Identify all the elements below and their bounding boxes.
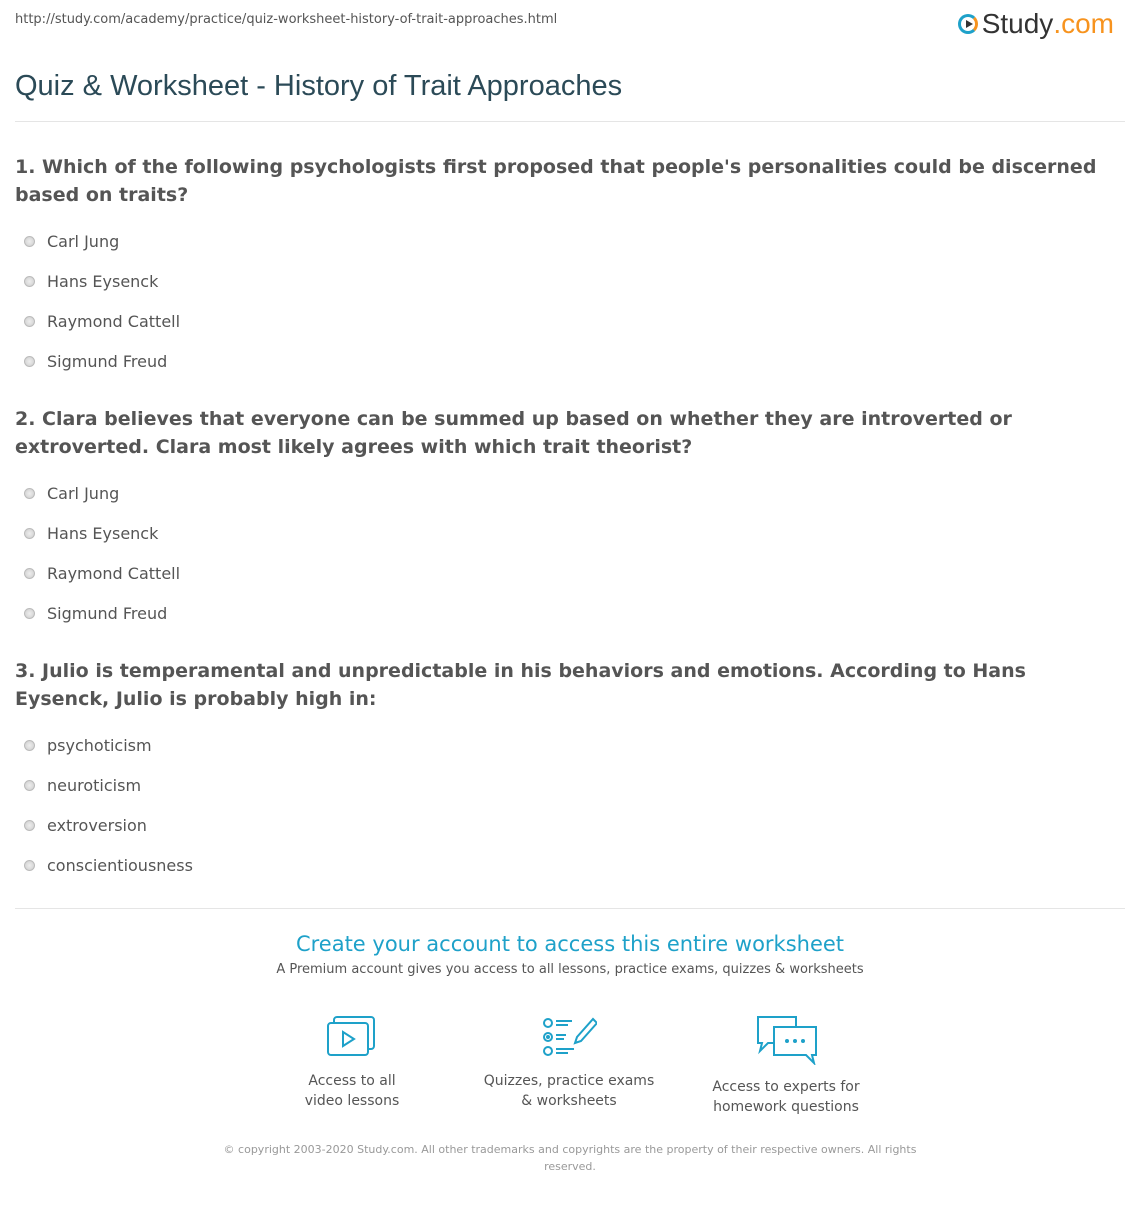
- feature-line: video lessons: [304, 1093, 400, 1109]
- radio-button[interactable]: [24, 236, 35, 247]
- radio-button[interactable]: [24, 316, 35, 327]
- radio-button[interactable]: [24, 276, 35, 287]
- quiz-icon: [541, 1015, 597, 1059]
- answer-option[interactable]: [15, 805, 1115, 845]
- answer-option[interactable]: [15, 725, 1115, 765]
- radio-button[interactable]: [24, 488, 35, 499]
- cta-sub: A Premium account gives you access to all lessons, practice exams, quizzes & worksheets: [276, 962, 864, 977]
- answer-option[interactable]: [15, 765, 1115, 805]
- feature-quiz: [469, 1015, 669, 1111]
- feature-line: & worksheets: [521, 1093, 617, 1109]
- option-label: Hans Eysenck: [47, 271, 159, 291]
- question-text: 3. Julio is temperamental and unpredictable in his behaviors and emotions. According to Hans Eysenck, Julio is probably high in:: [15, 660, 1026, 710]
- option-label: neuroticism: [47, 775, 142, 795]
- feature-line: homework questions: [713, 1099, 859, 1115]
- page-title: Quiz & Worksheet - History of Trait Approaches: [15, 70, 623, 102]
- answer-option[interactable]: [15, 221, 1115, 261]
- feature-line: Quizzes, practice exams: [483, 1073, 655, 1089]
- option-label: extroversion: [47, 815, 147, 835]
- radio-button[interactable]: [24, 568, 35, 579]
- radio-button[interactable]: [24, 528, 35, 539]
- option-label: Raymond Cattell: [47, 563, 181, 583]
- cta: [0, 932, 1140, 983]
- radio-button[interactable]: [24, 820, 35, 831]
- page-url: http://study.com/academy/practice/quiz-worksheet-history-of-trait-approaches.html: [15, 12, 558, 27]
- answer-option[interactable]: [15, 553, 1115, 593]
- feature-video: [252, 1015, 452, 1111]
- answer-option[interactable]: [15, 341, 1115, 381]
- option-label: psychoticism: [47, 735, 152, 755]
- radio-button[interactable]: [24, 608, 35, 619]
- option-label: Hans Eysenck: [47, 523, 159, 543]
- question-text: 1. Which of the following psychologists first proposed that people's personalities could be discerned based on traits?: [15, 156, 1097, 206]
- answer-option[interactable]: [15, 513, 1115, 553]
- feature-experts: [686, 1015, 886, 1117]
- option-label: Sigmund Freud: [47, 351, 168, 371]
- question: [15, 153, 1115, 381]
- answer-option[interactable]: [15, 473, 1115, 513]
- divider: [15, 121, 1125, 122]
- option-label: Raymond Cattell: [47, 311, 181, 331]
- logo-text: Study: [981, 8, 1054, 39]
- study-logo[interactable]: [958, 8, 1114, 40]
- radio-button[interactable]: [24, 780, 35, 791]
- question: [15, 657, 1115, 885]
- radio-button[interactable]: [24, 356, 35, 367]
- radio-button[interactable]: [24, 740, 35, 751]
- option-label: Carl Jung: [47, 231, 120, 251]
- radio-button[interactable]: [24, 860, 35, 871]
- question-text: 2. Clara believes that everyone can be summed up based on whether they are introverted or extroverted. Clara most likely agrees with which trait theorist?: [15, 408, 1012, 458]
- question: [15, 405, 1115, 633]
- logo-suffix: .com: [1053, 8, 1114, 39]
- copyright: © copyright 2003-2020 Study.com. All other trademarks and copyrights are the property of their respective owners. All rights reserved.: [223, 1143, 917, 1173]
- answer-option[interactable]: [15, 593, 1115, 633]
- video-icon: [326, 1015, 378, 1059]
- divider: [15, 908, 1125, 909]
- chat-icon: [754, 1015, 818, 1065]
- answer-option[interactable]: [15, 845, 1115, 885]
- feature-line: Access to all: [308, 1073, 396, 1089]
- play-icon: [958, 14, 978, 34]
- cta-heading[interactable]: Create your account to access this entire worksheet: [295, 932, 845, 956]
- option-label: Carl Jung: [47, 483, 120, 503]
- answer-option[interactable]: [15, 261, 1115, 301]
- answer-option[interactable]: [15, 301, 1115, 341]
- option-label: conscientiousness: [47, 855, 193, 875]
- feature-line: Access to experts for: [712, 1079, 860, 1095]
- option-label: Sigmund Freud: [47, 603, 168, 623]
